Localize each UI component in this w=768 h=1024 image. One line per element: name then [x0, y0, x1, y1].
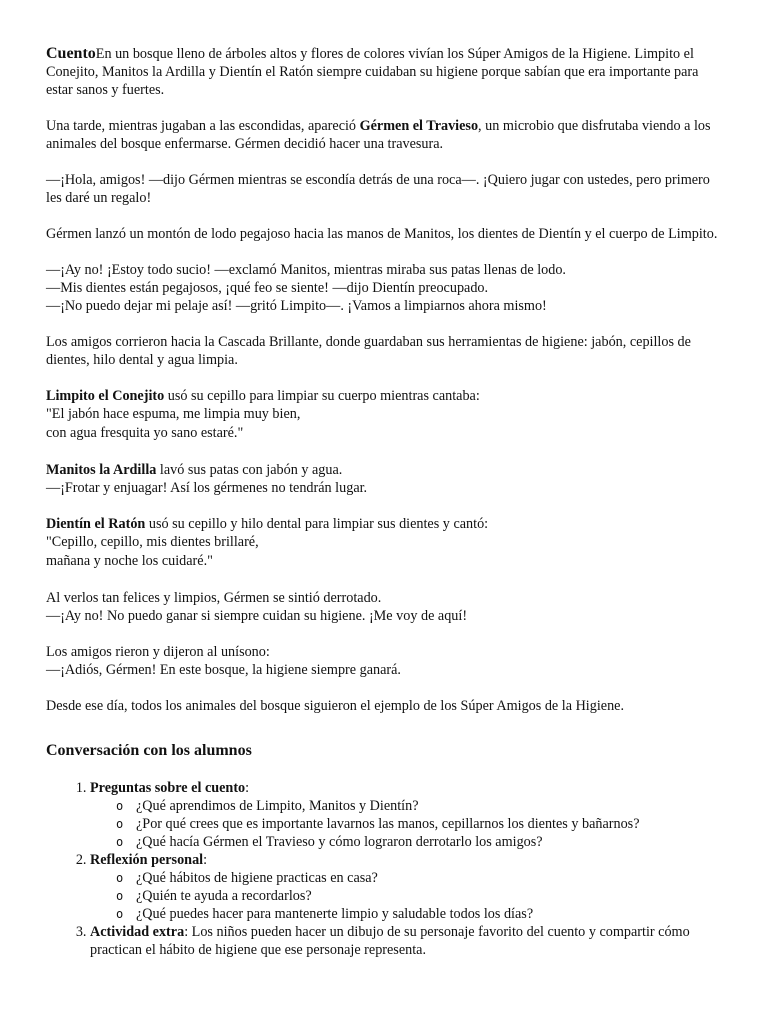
sub-list-item [116, 797, 722, 815]
sub-list [90, 869, 722, 923]
sub-list-item-text: ¿Quién te ayuda a recordarlos? [136, 888, 312, 904]
story-line: —¡Ay no! No puedo ganar si siempre cuidan su higiene. ¡Me voy de aquí! [46, 608, 468, 624]
sub-list-item [116, 887, 722, 905]
manitos-line: —¡Frotar y enjuagar! Así los gérmenes no tendrán lugar. [46, 480, 368, 496]
list-item-suffix: : [203, 852, 208, 868]
sub-list-item-text: ¿Qué hábitos de higiene practicas en casa? [136, 870, 378, 886]
limpito-name: Limpito el Conejito [46, 388, 165, 404]
conversation-heading: Conversación con los alumnos [46, 742, 252, 759]
list-item [90, 923, 722, 959]
list-item-suffix: : [245, 780, 250, 796]
paragraph-ending: Desde ese día, todos los animales del bosque siguieron el ejemplo de los Súper Amigos de la Higiene. [46, 698, 625, 714]
paragraph-cascade: Los amigos corrieron hacia la Cascada Brillante, donde guardaban sus herramientas de higiene: jabón, cepillos de dientes, hilo dental y agua limpia. [46, 334, 691, 368]
list-item-label: Preguntas sobre el cuento [90, 780, 246, 796]
dientin-song-line: mañana y noche los cuidaré." [46, 553, 213, 569]
sub-list-item [116, 905, 722, 923]
story-line: —¡Adiós, Gérmen! En este bosque, la higiene siempre ganará. [46, 662, 401, 678]
paragraph-text: Una tarde, mientras jugaban a las escondidas, apareció [46, 118, 360, 134]
list-item-label: Reflexión personal [90, 852, 204, 868]
list-item-label: Actividad extra [90, 924, 185, 940]
circle-bullet-icon: o [116, 817, 124, 831]
dientin-text: usó su cepillo y hilo dental para limpiar sus dientes y cantó: [145, 516, 489, 532]
paragraph-germen-appears [46, 117, 722, 153]
sub-list-item-text: ¿Qué hacía Gérmen el Travieso y cómo lograron derrotarlo los amigos? [136, 834, 543, 850]
paragraph-dialogue [46, 261, 722, 315]
sub-list [90, 797, 722, 851]
paragraph-manitos [46, 461, 722, 497]
paragraph-mud: Gérmen lanzó un montón de lodo pegajoso hacia las manos de Manitos, los dientes de Dientín y el cuerpo de Limpito. [46, 226, 718, 242]
paragraph-dientin [46, 515, 722, 571]
dientin-name: Dientín el Ratón [46, 516, 146, 532]
circle-bullet-icon: o [116, 907, 124, 921]
paragraph-goodbye [46, 643, 722, 679]
sub-list-item-text: ¿Por qué crees que es importante lavarnos las manos, cepillarnos los dientes y bañarnos? [136, 816, 640, 832]
limpito-song-line: con agua fresquita yo sano estaré." [46, 425, 244, 441]
circle-bullet-icon: o [116, 799, 124, 813]
circle-bullet-icon: o [116, 889, 124, 903]
list-item [90, 851, 722, 923]
list-item-suffix: : Los niños pueden hacer un dibujo de su personaje favorito del cuento y compartir cómo practican el hábito de higiene que ese personaje representa. [90, 924, 690, 958]
story-title: Cuento [46, 45, 96, 62]
limpito-song-line: "El jabón hace espuma, me limpia muy bien, [46, 406, 301, 422]
dientin-song-line: "Cepillo, cepillo, mis dientes brillaré, [46, 534, 259, 550]
sub-list-item [116, 869, 722, 887]
dialogue-line: —¡No puedo dejar mi pelaje así! —gritó Limpito—. ¡Vamos a limpiarnos ahora mismo! [46, 298, 547, 314]
story-line: Los amigos rieron y dijeron al unísono: [46, 644, 270, 660]
conversation-list [46, 779, 722, 959]
story-line: Al verlos tan felices y limpios, Gérmen se sintió derrotado. [46, 590, 382, 606]
paragraph-limpito [46, 387, 722, 443]
manitos-text: lavó sus patas con jabón y agua. [156, 462, 343, 478]
story-intro-paragraph [46, 45, 722, 99]
sub-list-item-text: ¿Qué puedes hacer para mantenerte limpio y saludable todos los días? [136, 906, 534, 922]
paragraph-defeated [46, 589, 722, 625]
paragraph-germen-greeting: —¡Hola, amigos! —dijo Gérmen mientras se escondía detrás de una roca—. ¡Quiero jugar con ustedes, pero primero les daré un regalo! [46, 172, 710, 206]
sub-list-item-text: ¿Qué aprendimos de Limpito, Manitos y Dientín? [136, 798, 419, 814]
sub-list-item [116, 815, 722, 833]
dialogue-line: —Mis dientes están pegajosos, ¡qué feo se siente! —dijo Dientín preocupado. [46, 280, 489, 296]
circle-bullet-icon: o [116, 835, 124, 849]
manitos-name: Manitos la Ardilla [46, 462, 157, 478]
story-intro-text: En un bosque lleno de árboles altos y flores de colores vivían los Súper Amigos de la Higiene. Limpito el Conejito, Manitos la Ardilla y Dientín el Ratón siempre cuidaban su higiene porque sabían que era importante para estar sanos y fuertes. [46, 46, 699, 98]
list-item [90, 779, 722, 851]
sub-list-item [116, 833, 722, 851]
paragraph-text: , un microbio que disfrutaba viendo a los animales del bosque enfermarse. Gérmen decidió hacer una travesura. [46, 118, 711, 152]
limpito-text: usó su cepillo para limpiar su cuerpo mientras cantaba: [164, 388, 480, 404]
circle-bullet-icon: o [116, 871, 124, 885]
dialogue-line: —¡Ay no! ¡Estoy todo sucio! —exclamó Manitos, mientras miraba sus patas llenas de lodo. [46, 262, 566, 278]
germen-name: Gérmen el Travieso [359, 118, 479, 134]
